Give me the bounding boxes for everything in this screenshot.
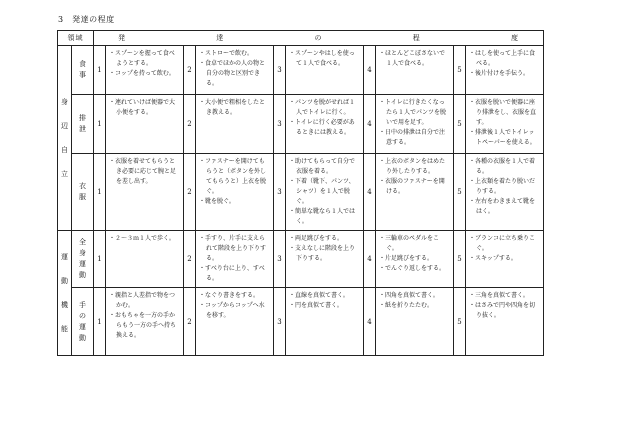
development-table: [57, 30, 544, 356]
level-description: [376, 95, 454, 154]
description-item: ・でんぐり返しをする。: [379, 265, 446, 272]
level-description: [376, 288, 454, 356]
level-number: 2: [184, 154, 196, 231]
description-item: ・スキップする。: [469, 255, 517, 262]
description-item: ・食卓でほかの人の物と自分の物と区別できる。: [199, 60, 266, 87]
description-item: ・コップを持って飲む。: [109, 70, 175, 77]
level-description: [106, 154, 184, 231]
description-item: ・はしを使って上手に食べる。: [469, 50, 536, 67]
header-degree-char: 程: [412, 34, 421, 42]
level-number: 3: [274, 288, 286, 356]
level-description: [376, 46, 454, 95]
level-number: 2: [184, 95, 196, 154]
description-item: ・四角を真似て書く。: [379, 292, 439, 299]
table-row: [58, 154, 544, 231]
level-description: [106, 95, 184, 154]
description-item: ・ファスナーを開けてもらうと（ボタンを外してもらうと）上衣を脱ぐ。: [199, 158, 267, 195]
description-item: ・手すり、片手に支えられて階段を上り下りする。: [199, 235, 267, 262]
description-item: ・片足跳びをする。: [379, 255, 434, 262]
group-label: 運 動 機 能: [58, 231, 72, 356]
level-description: [106, 288, 184, 356]
description-item: ・ストローで飲む。: [199, 50, 254, 57]
description-item: ・コップからコップへ水を移す。: [199, 302, 265, 319]
level-description: [376, 231, 454, 288]
level-description: [286, 154, 364, 231]
level-number: 5: [454, 154, 466, 231]
level-number: 5: [454, 288, 466, 356]
level-number: 1: [94, 95, 106, 154]
header-degree-char: 達: [216, 34, 225, 42]
description-item: ・三角を真似て書く。: [469, 292, 529, 299]
description-item: ・２～３ｍ１人で歩く。: [109, 235, 175, 242]
level-description: [286, 46, 364, 95]
description-item: ・連れていけば便器で大小便をする。: [109, 99, 176, 116]
header-degree-char: 度: [511, 34, 519, 42]
page-title: 3 発達の程度: [58, 15, 115, 24]
header-degree-char: の: [314, 34, 323, 42]
header-row: [58, 31, 544, 46]
description-item: ・衣服のファスナーを開ける。: [379, 178, 445, 195]
description-item: ・紙を折りたたむ。: [379, 302, 434, 309]
level-number: 4: [364, 288, 376, 356]
level-number: 2: [184, 46, 196, 95]
description-item: ・日中の排泄は自分で注意する。: [379, 129, 446, 146]
level-description: [106, 46, 184, 95]
header-domain: 領域: [58, 31, 94, 46]
description-item: ・はさみで円や四角を切り抜く。: [469, 302, 536, 319]
level-description: [466, 95, 544, 154]
level-number: 4: [364, 46, 376, 95]
table-row: [58, 46, 544, 95]
level-description: [196, 288, 274, 356]
level-number: 3: [274, 231, 286, 288]
description-item: ・各種の衣服を１人で着る。: [469, 158, 536, 175]
level-number: 3: [274, 46, 286, 95]
table-row: [58, 288, 544, 356]
description-item: ・親指と人差指で物をつかむ。: [109, 292, 176, 309]
level-description: [286, 288, 364, 356]
description-item: ・三輪車のペダルをこぐ。: [379, 235, 440, 252]
description-item: ・靴を脱ぐ。: [199, 198, 235, 205]
level-number: 5: [454, 231, 466, 288]
description-item: ・支えなしに階段を上り下りする。: [289, 245, 356, 262]
table-row: [58, 95, 544, 154]
level-description: [196, 95, 274, 154]
row-label: 衣 服: [72, 154, 94, 231]
description-item: ・トイレに行く必要があるときには教える。: [289, 119, 355, 136]
description-item: ・パンツを脱がせれば１人でトイレに行く。: [289, 99, 356, 116]
level-description: [286, 95, 364, 154]
row-label: 手 の 運 動: [72, 288, 94, 356]
description-item: ・左右をわきまえて靴をはく。: [469, 198, 536, 215]
row-label: 排 泄: [72, 95, 94, 154]
description-item: ・衣服を着せてもらうとき必要に応じて腕と足を差し出す。: [109, 158, 177, 185]
description-item: ・ほとんどこぼさないで１人で食べる。: [379, 50, 446, 67]
level-description: [106, 231, 184, 288]
level-description: [286, 231, 364, 288]
row-label: 食 事: [72, 46, 94, 95]
description-item: ・衣服を脱いで便器に座り排泄をし、衣服を直す。: [469, 99, 537, 126]
table-row: [58, 231, 544, 288]
level-description: [196, 154, 274, 231]
row-label: 全 身 運 動: [72, 231, 94, 288]
description-item: ・おもちゃを一方の手からもう一方の手へ持ち換える。: [109, 312, 177, 339]
level-number: 4: [364, 95, 376, 154]
level-description: [196, 46, 274, 95]
level-number: 3: [274, 95, 286, 154]
description-item: ・ブランコに立ち乗りこぐ。: [469, 235, 536, 252]
table-body: [58, 46, 544, 356]
level-number: 5: [454, 46, 466, 95]
level-number: 1: [94, 154, 106, 231]
description-item: ・簡単な靴なら１人ではく。: [289, 208, 356, 225]
description-item: ・両足跳びをする。: [289, 235, 344, 242]
level-description: [466, 288, 544, 356]
description-item: ・トイレに行きたくなったら１人でパンツを脱いで用を足す。: [379, 99, 447, 126]
level-number: 4: [364, 154, 376, 231]
header-degree-char: 発: [118, 34, 126, 42]
level-number: 1: [94, 288, 106, 356]
description-item: ・直線を真似て書く。: [289, 292, 349, 299]
header-degree: [94, 31, 544, 46]
level-number: 2: [184, 288, 196, 356]
level-number: 2: [184, 231, 196, 288]
description-item: ・大小便で粗相をしたとき教える。: [199, 99, 266, 116]
group-label: 身 辺 自 立: [58, 46, 72, 231]
level-number: 5: [454, 95, 466, 154]
description-item: ・上衣のボタンをはめたり外したりする。: [379, 158, 446, 175]
level-number: 4: [364, 231, 376, 288]
description-item: ・なぐり書きをする。: [199, 292, 260, 299]
description-item: ・スプーンやはしを使って１人で食べる。: [289, 50, 355, 67]
level-description: [376, 154, 454, 231]
description-item: ・助けてもらって自分で衣服を着る。: [289, 158, 356, 175]
level-description: [196, 231, 274, 288]
level-number: 1: [94, 46, 106, 95]
level-number: 1: [94, 231, 106, 288]
description-item: ・すべり台に上り、すべる。: [199, 265, 265, 282]
level-description: [466, 46, 544, 95]
description-item: ・上衣類を着たり脱いだりする。: [469, 178, 536, 195]
level-number: 3: [274, 154, 286, 231]
description-item: ・下着（靴下、パンツ、シャツ）を１人で脱ぐ。: [289, 178, 355, 205]
level-description: [466, 154, 544, 231]
level-description: [466, 231, 544, 288]
description-item: ・後片付けを手伝う。: [469, 70, 530, 77]
description-item: ・スプーンを握って食べようとする。: [109, 50, 175, 67]
description-item: ・排泄後１人でトイレットペーパーを使える。: [469, 129, 536, 146]
description-item: ・円を真似て書く。: [289, 302, 343, 309]
